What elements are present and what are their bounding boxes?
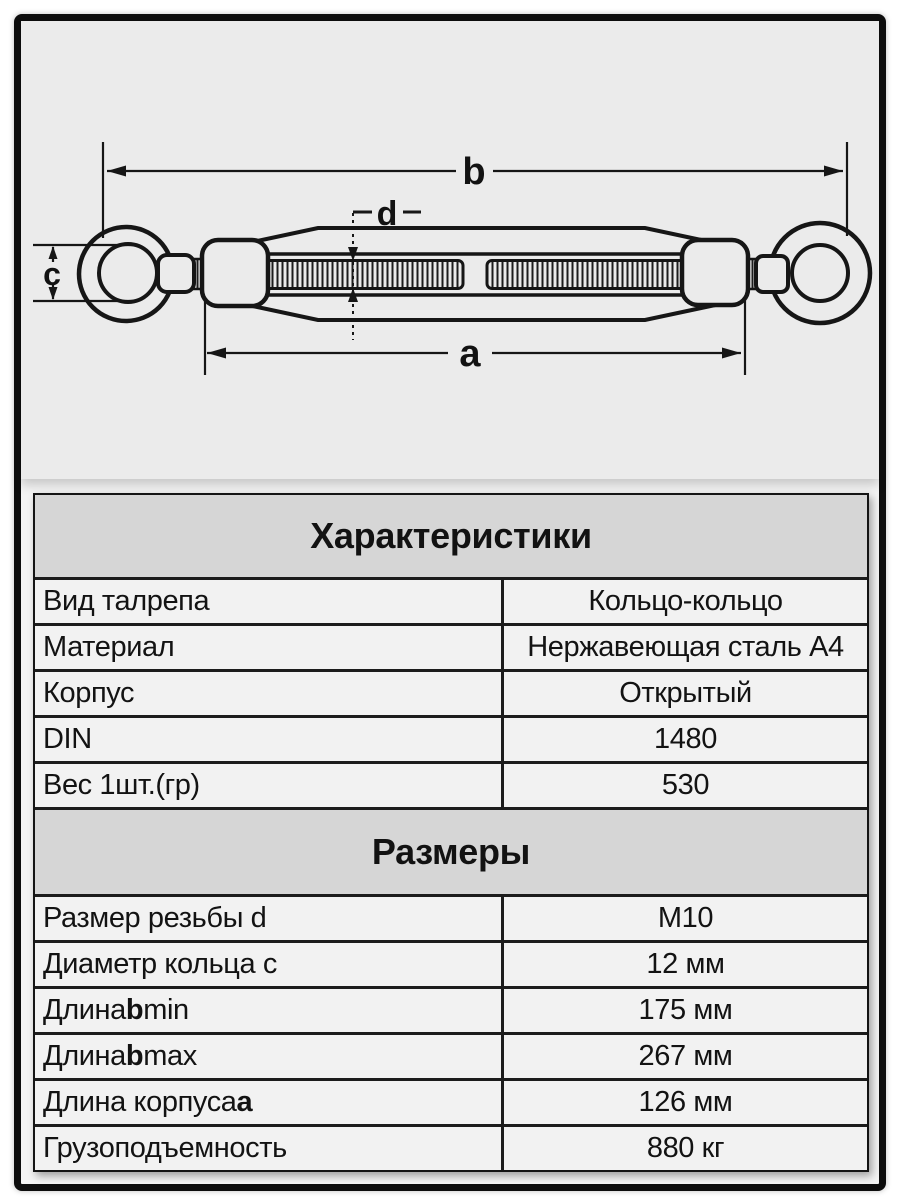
table-row [35, 669, 867, 715]
row-label: Материал [35, 626, 504, 669]
arrow-right [722, 348, 741, 359]
turnbuckle-diagram [0, 0, 900, 480]
row-value: 530 [661, 769, 710, 801]
table-row [35, 986, 867, 1032]
turnbuckle-body [79, 223, 870, 323]
section-title-text: Характеристики [310, 515, 592, 556]
row-label: Размер резьбы d [35, 897, 504, 940]
right-eye-hole [792, 245, 848, 301]
row-value: 12 мм [646, 948, 725, 980]
table-row [35, 761, 867, 807]
dimension-label-d: d [376, 195, 398, 233]
section-title-characteristics [35, 495, 867, 577]
arrow-left [207, 348, 226, 359]
row-value: Нержавеющая сталь А4 [527, 631, 844, 663]
row-label: Длина b max [35, 1035, 504, 1078]
row-label: Длина b min [35, 989, 504, 1032]
row-label: DIN [35, 718, 504, 761]
section-title-text: Размеры [371, 831, 531, 872]
row-label: Вид талрепа [35, 580, 504, 623]
row-value: 1480 [654, 723, 717, 755]
row-value: 175 мм [638, 994, 733, 1026]
row-label: Вес 1шт.(гр) [35, 764, 504, 807]
table-row [35, 715, 867, 761]
row-label: Диаметр кольца c [35, 943, 504, 986]
left-end-block [202, 240, 268, 306]
section-title-dimensions [35, 807, 867, 894]
arrow-right [824, 166, 843, 177]
row-label: Длина корпуса a [35, 1081, 504, 1124]
dimension-label-a: a [459, 333, 481, 375]
row-value: 880 кг [646, 1132, 725, 1164]
table-row [35, 623, 867, 669]
table-row [35, 894, 867, 940]
arrow-left [107, 166, 126, 177]
table-row [35, 577, 867, 623]
row-value: 126 мм [638, 1086, 733, 1118]
dimension-label-c: c [43, 256, 61, 292]
dimension-label-b: b [462, 151, 486, 193]
row-value: Кольцо-кольцо [588, 585, 783, 617]
body-outline-bottom [243, 304, 720, 320]
left-shank [158, 255, 194, 292]
table-row [35, 1032, 867, 1078]
row-label: Грузоподъемность [35, 1127, 504, 1170]
row-value: М10 [657, 902, 714, 934]
table-row [35, 1078, 867, 1124]
table-row [35, 940, 867, 986]
left-threaded-rod [262, 261, 463, 289]
right-end-block [682, 240, 748, 305]
left-eye-hole [99, 244, 157, 302]
row-value: 267 мм [638, 1040, 733, 1072]
body-outline-top [243, 228, 720, 244]
table-row [35, 1124, 867, 1170]
spec-table [33, 493, 869, 1172]
right-threaded-rod [487, 261, 686, 289]
right-nut [756, 256, 788, 292]
row-label: Корпус [35, 672, 504, 715]
row-value: Открытый [619, 677, 752, 709]
